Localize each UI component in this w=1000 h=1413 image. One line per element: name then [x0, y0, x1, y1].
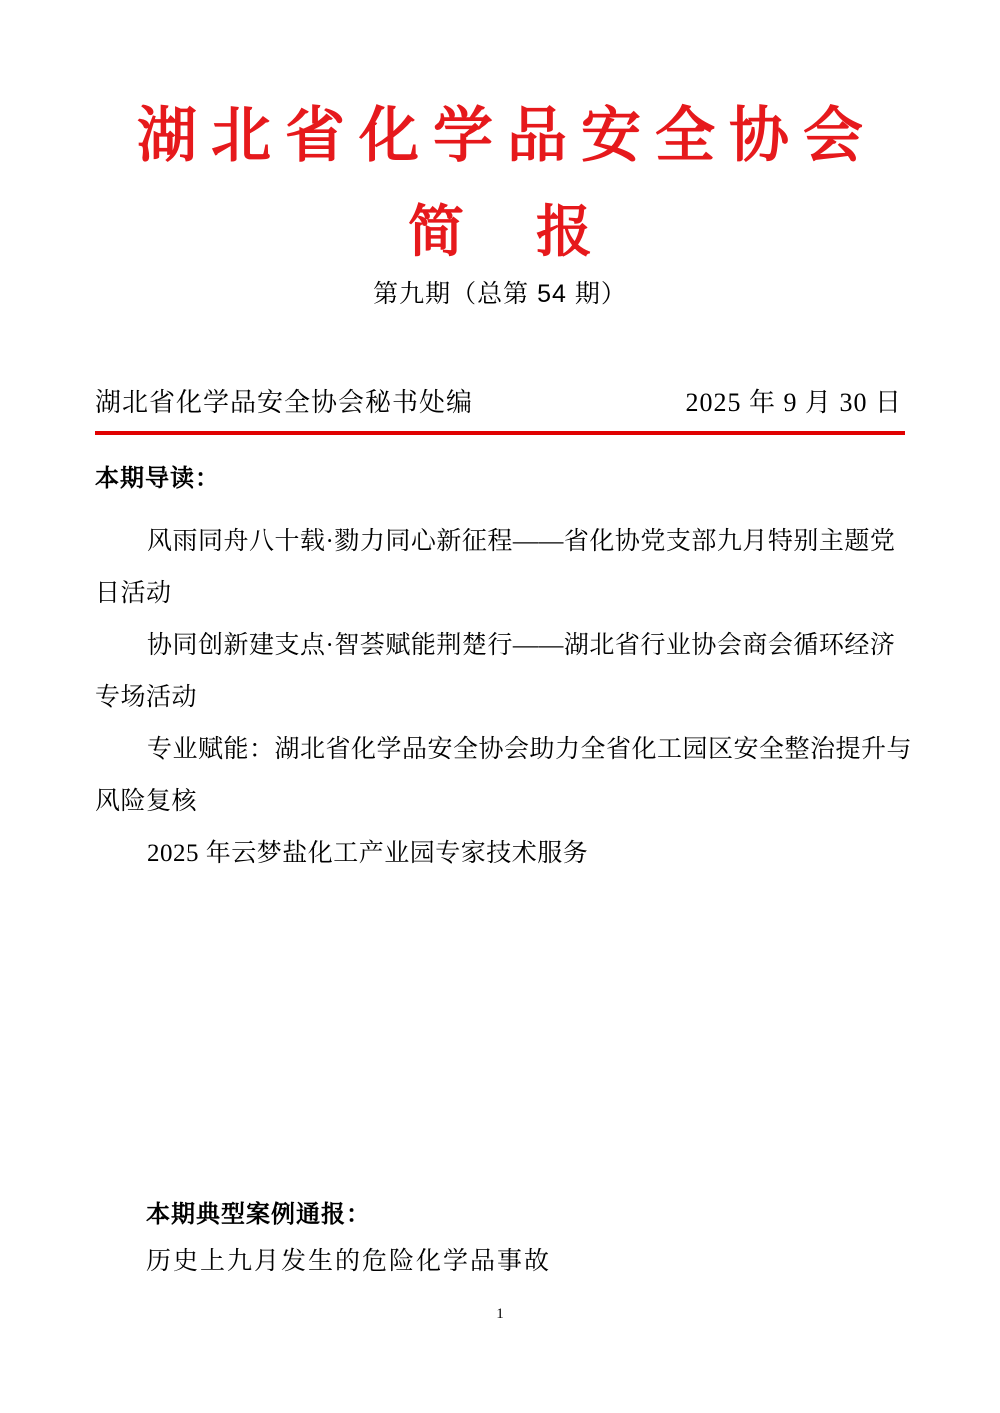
page-number: 1 — [496, 1306, 504, 1322]
red-divider-rule — [95, 431, 905, 435]
editor-credit: 湖北省化学品安全协会秘书处编 — [95, 388, 474, 417]
case-report-heading: 本期典型案例通报： — [146, 1201, 371, 1228]
toc-line: 风雨同舟八十载·勠力同心新征程——省化协党支部九月特别主题党 — [147, 528, 896, 555]
toc-line: 专场活动 — [95, 684, 198, 711]
toc-line: 专业赋能：湖北省化学品安全协会助力全省化工园区安全整治提升与 — [147, 736, 913, 763]
toc-line: 风险复核 — [95, 788, 198, 815]
toc-line: 协同创新建支点·智荟赋能荆楚行——湖北省行业协会商会循环经济 — [147, 632, 896, 659]
toc-heading: 本期导读： — [95, 465, 220, 492]
org-title: 湖北省化学品安全协会 — [137, 103, 877, 169]
bulletin-title: 简 报 — [408, 202, 600, 264]
issue-date: 2025 年 9 月 30 日 — [685, 388, 902, 417]
toc-line: 日活动 — [95, 580, 172, 607]
toc-list — [95, 516, 913, 880]
case-report-item: 历史上九月发生的危险化学品事故 — [146, 1248, 552, 1275]
meta-row — [95, 382, 902, 419]
toc-line: 2025 年云梦盐化工产业园专家技术服务 — [147, 840, 589, 867]
issue-number: 第九期（总第 54 期） — [373, 280, 627, 308]
